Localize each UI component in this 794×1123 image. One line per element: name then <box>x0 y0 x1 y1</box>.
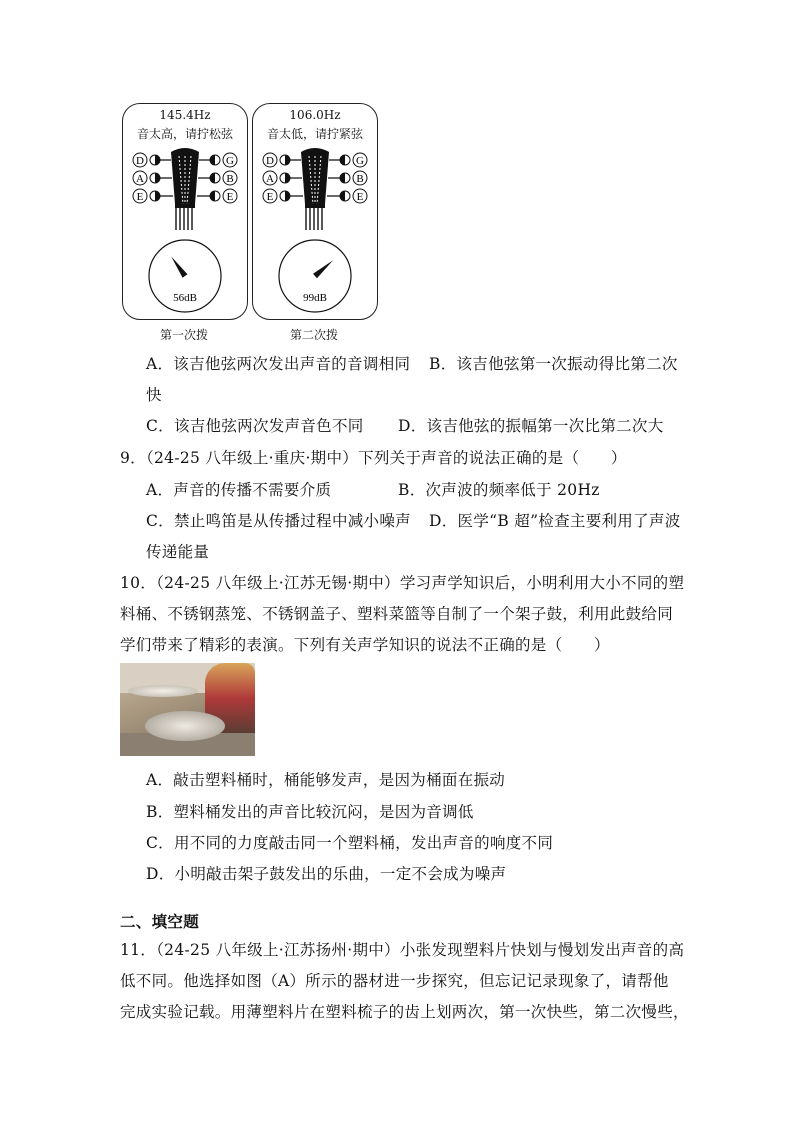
peg-label: G <box>226 155 234 167</box>
q9-option-d: D．医学“B 超”检查主要利用了声波 <box>429 512 681 530</box>
tuner-message: 音太高，请拧松弦 <box>136 127 233 141</box>
peg-label: A <box>266 173 274 185</box>
q8-option-b: B．该吉他弦第一次振动得比第二次 <box>429 355 678 373</box>
q10-stem-line1: 10．（24-25 八年级上·江苏无锡·期中）学习声学知识后，小明利用大小不同的塑 <box>120 574 685 592</box>
tuner-frequency: 106.0Hz <box>289 108 341 122</box>
decibel-reading: 99dB <box>303 292 327 304</box>
q8-option-b-continued: 快 <box>146 386 162 404</box>
q10-option-c: C．用不同的力度敲击同一个塑料桶，发出声音的响度不同 <box>146 834 554 852</box>
drum-kit-photo <box>120 663 255 756</box>
q8-option-d: D．该吉他弦的振幅第一次比第二次大 <box>398 417 664 435</box>
peg-label: G <box>356 155 364 167</box>
q10-option-d: D．小明敲击架子鼓发出的乐曲，一定不会成为噪声 <box>146 865 507 883</box>
tuner-frequency: 145.4Hz <box>159 108 211 122</box>
tuner-panel-2 <box>252 103 378 320</box>
figure-caption-1: 第一次拨 <box>159 328 208 342</box>
peg-label: D <box>136 155 144 167</box>
q10-option-a: A．敲击塑料桶时，桶能够发声，是因为桶面在振动 <box>146 771 506 789</box>
q9-option-a: A．声音的传播不需要介质 <box>146 481 332 499</box>
decibel-meter-icon <box>269 238 361 314</box>
q8-option-a: A．该吉他弦两次发出声音的音调相同 <box>146 355 411 373</box>
guitar-head-icon <box>261 144 369 234</box>
peg-label: B <box>356 173 364 185</box>
peg-label: E <box>136 191 144 203</box>
q11-stem-line2: 低不同。他选择如图（A）所示的器材进一步探究，但忘记记录现象了，请帮他 <box>120 972 669 990</box>
decibel-reading: 56dB <box>173 292 197 304</box>
q9-option-c: C．禁止鸣笛是从传播过程中减小噪声 <box>146 512 411 530</box>
q9-stem: 9．（24-25 八年级上·重庆·期中）下列关于声音的说法正确的是（ ） <box>120 449 627 467</box>
tuner-panel-1 <box>122 103 248 320</box>
peg-label: A <box>136 173 144 185</box>
peg-label: E <box>226 191 234 203</box>
peg-label: E <box>356 191 364 203</box>
q11-stem-line3: 完成实验记载。用薄塑料片在塑料梳子的齿上划两次，第一次快些，第二次慢些， <box>120 1003 689 1021</box>
decibel-meter-icon <box>139 238 231 314</box>
q9-option-b: B．次声波的频率低于 20Hz <box>398 481 600 499</box>
peg-label: B <box>226 173 234 185</box>
section-heading: 二、填空题 <box>120 912 200 931</box>
guitar-head-icon <box>131 144 239 234</box>
figure-caption-2: 第二次拨 <box>289 328 338 342</box>
q10-stem-line2: 料桶、不锈钢蒸笼、不锈钢盖子、塑料菜篮等自制了一个架子鼓，利用此鼓给同 <box>120 605 674 623</box>
q8-option-c: C．该吉他弦两次发声音色不同 <box>146 417 364 435</box>
peg-label: E <box>266 191 274 203</box>
q11-stem-line1: 11．（24-25 八年级上·江苏扬州·期中）小张发现塑料片快划与慢划发出声音的高 <box>120 941 685 959</box>
q9-option-d-continued: 传递能量 <box>146 543 210 561</box>
peg-label: D <box>266 155 274 167</box>
q10-option-b: B．塑料桶发出的声音比较沉闷，是因为音调低 <box>146 803 474 821</box>
tuner-message: 音太低，请拧紧弦 <box>266 127 363 141</box>
q10-stem-line3: 学们带来了精彩的表演。下列有关声学知识的说法不正确的是（ ） <box>120 636 610 654</box>
